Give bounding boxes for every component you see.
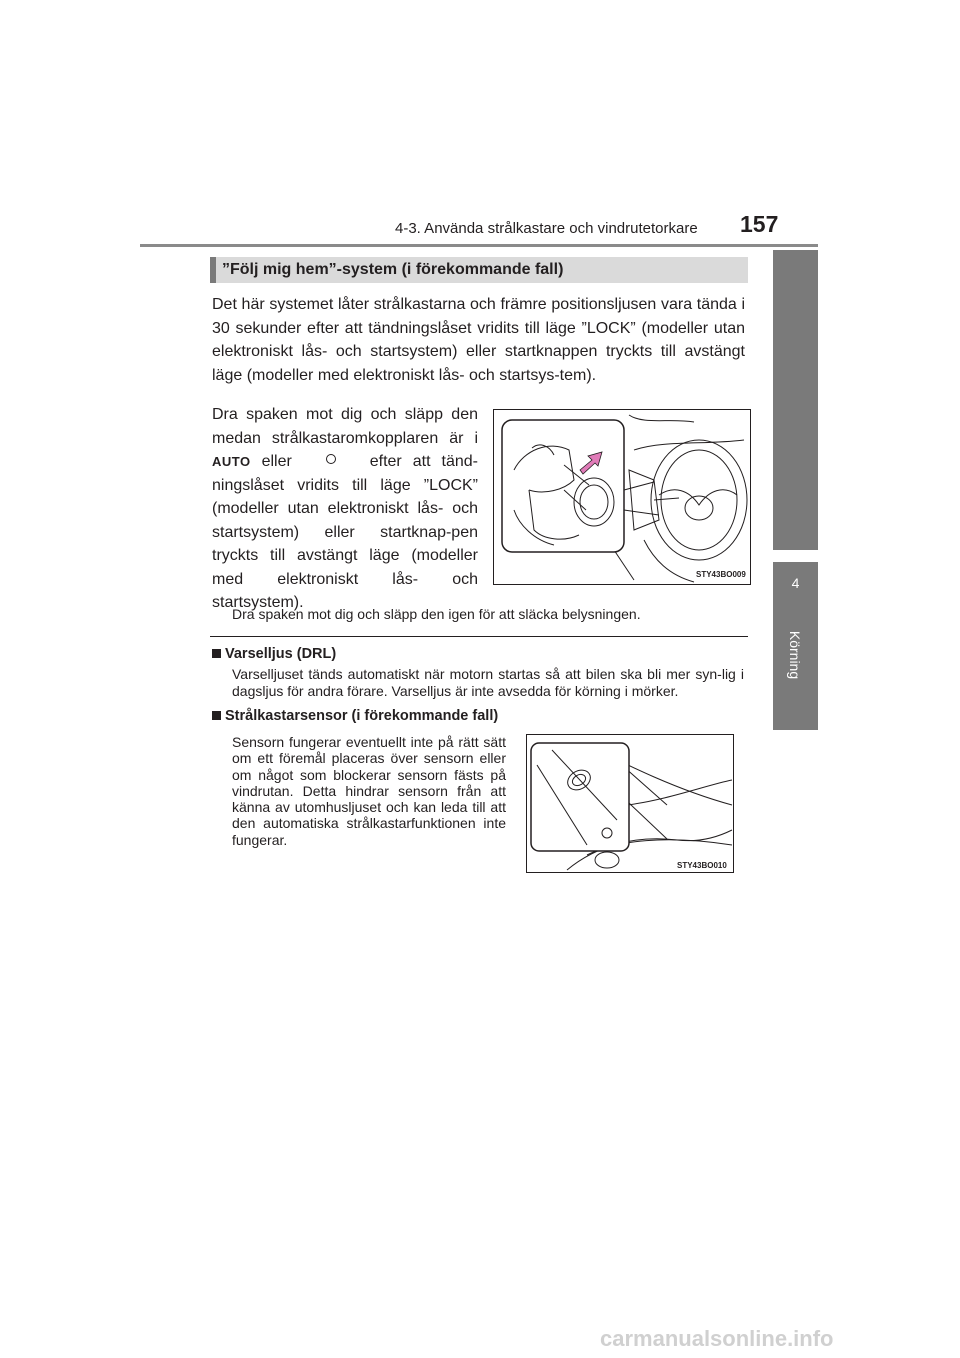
sensor-illustration xyxy=(526,734,734,873)
chapter-subtitle: 4-3. Använda strålkastare och vindrutetorkare xyxy=(395,220,698,237)
drl-body: Varselljuset tänds automatiskt när motorn startas så att bilen ska bli mer syn-lig i dagsljus för andra förare. Varselljus är inte avsedda för körning i mörker. xyxy=(232,666,744,699)
section-title-text: ”Följ mig hem”-system (i förekommande fall) xyxy=(222,261,564,278)
bullet-square-icon xyxy=(212,649,221,658)
figure-code: STY43BO010 xyxy=(677,861,727,870)
watermark: carmanualsonline.info xyxy=(600,1326,834,1351)
side-tab-number: 4 xyxy=(791,575,800,591)
auto-badge: AUTO xyxy=(212,454,251,469)
side-tab-upper xyxy=(773,250,818,550)
intro-paragraph: Det här systemet låter strålkastarna och främre positionsljusen vara tända i 30 sekunder efter att tändningslåset vridits till läge ”LOCK” (modeller utan elektroniskt lås- och startsystem) eller startknappen tryckts till avstängt läge (modeller med elektroniskt lås- och startsys-tem). xyxy=(212,296,745,384)
light-switch-position-icon xyxy=(326,454,336,464)
header-divider xyxy=(140,244,818,247)
page-number: 157 xyxy=(740,211,779,237)
drl-heading-text: Varselljus (DRL) xyxy=(225,646,337,662)
lever-note: Dra spaken mot dig och släpp den igen för att släcka belysningen. xyxy=(232,606,641,622)
bullet-square-icon xyxy=(212,711,221,720)
step-text-3: efter att tänd-ningslåset vridits till läge ”LOCK” (modeller utan elektroniskt lås- och startsystem) eller startknap-pen tryckts till avstängt läge (modeller med elektroniskt lås- och startsystem). xyxy=(212,453,478,611)
sensor-illustration-drawing xyxy=(527,735,733,872)
sensor-heading-text: Strålkastarsensor (i förekommande fall) xyxy=(225,708,499,724)
lever-illustration-drawing xyxy=(494,410,750,584)
step-text-1: Dra spaken mot dig och släpp den medan strålkastaromkopplaren är i xyxy=(212,406,478,447)
lever-illustration xyxy=(493,409,751,585)
sensor-body: Sensorn fungerar eventuellt inte på rätt sätt om ett föremål placeras över sensorn eller om något som blockerar sensorn fästs på vindrutan. Detta hindrar sensorn från att känna av utomhusljuset och kan leda till att den automatiska strålkastarfunktionen inte fungerar. xyxy=(232,734,506,848)
figure-code: STY43BO009 xyxy=(696,570,746,579)
section-divider xyxy=(210,636,748,637)
sensor-heading xyxy=(212,708,498,724)
side-tab-label: Körning xyxy=(787,630,803,680)
step-text-2: eller xyxy=(261,453,292,470)
drl-heading xyxy=(212,646,336,662)
step-paragraph xyxy=(212,403,478,615)
section-title xyxy=(210,257,748,283)
